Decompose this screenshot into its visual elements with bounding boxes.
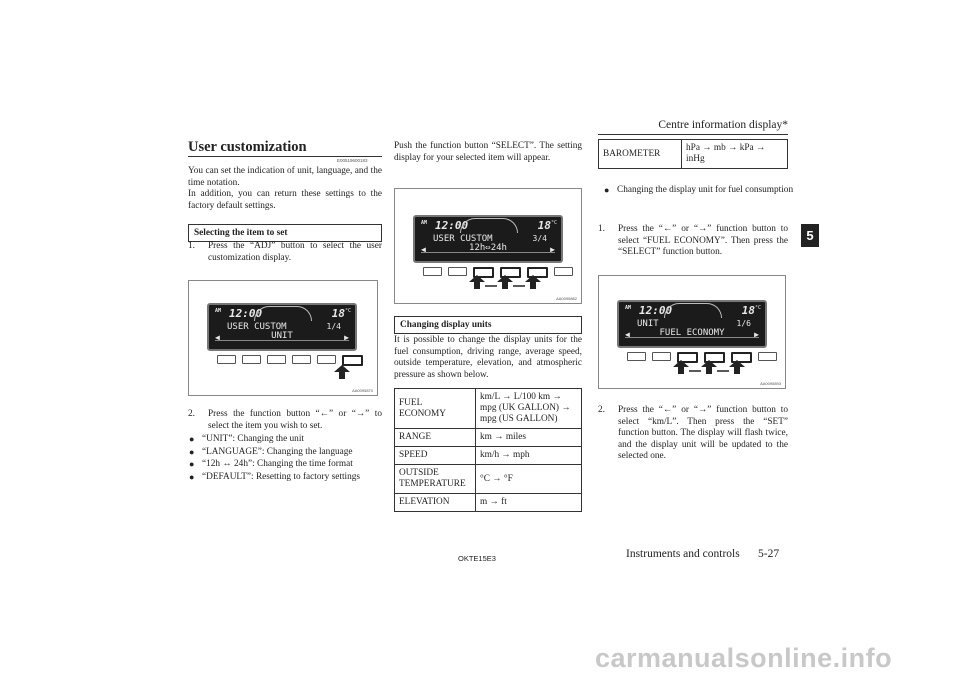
lcd-display: [413, 215, 563, 263]
table-cell-units: m → ft: [476, 494, 582, 512]
table-cell-item: ELEVATION: [395, 494, 476, 512]
table-cell-units: km/L → L/100 km → mpg (UK GALLON) → mpg (US GALLON): [476, 389, 582, 429]
list-item-text: “UNIT”: Changing the unit: [202, 434, 304, 444]
lcd-page-indicator: 3/4: [532, 234, 547, 243]
section-code: E00519600183: [337, 158, 368, 163]
function-scale: [421, 252, 555, 259]
table-cell-units: hPa → mb → kPa → inHg: [682, 140, 788, 169]
table-row: [599, 140, 788, 169]
temperature-unit: °C: [550, 220, 557, 226]
running-header: Centre information display*: [658, 119, 788, 131]
box-heading-display-units: Changing display units: [394, 316, 582, 334]
chapter-tab: 5: [801, 224, 819, 247]
select-instruction: Push the function button “SELECT”. The setting display for your selected item will appear.: [394, 141, 582, 163]
footer-section: Instruments and controls: [626, 548, 740, 560]
lcd-display: [617, 300, 767, 348]
table-cell-item: RANGE: [395, 429, 476, 447]
lcd-menu-title: UNIT: [637, 319, 659, 329]
function-button[interactable]: [448, 267, 467, 276]
table-cell-item: FUEL ECONOMY: [395, 389, 476, 429]
right-triangle-icon: ▶: [754, 330, 759, 339]
step-number: 2.: [598, 405, 605, 415]
list-item: [170, 459, 382, 471]
right-step-2: [598, 405, 788, 463]
lcd-display: [207, 303, 357, 351]
box-heading-select-item: Selecting the item to set: [188, 224, 382, 242]
function-button[interactable]: [292, 355, 311, 364]
table-row: [395, 494, 582, 512]
lcd-page-indicator: 1/6: [736, 319, 751, 328]
function-button[interactable]: [317, 355, 336, 364]
right-step-1: [598, 224, 788, 259]
figure-user-custom-unit: [188, 280, 378, 396]
table-cell-item: SPEED: [395, 447, 476, 465]
units-table: [394, 388, 582, 512]
table-row: [395, 389, 582, 429]
function-scale: [625, 337, 759, 344]
temperature-readout: 18: [537, 219, 551, 232]
am-indicator: AM: [421, 220, 428, 226]
temperature-readout: 18: [741, 304, 755, 317]
table-row: [395, 447, 582, 465]
bullet-icon: ●: [189, 434, 195, 444]
gauge-arc-icon: [664, 303, 722, 318]
function-button[interactable]: [652, 352, 671, 361]
bullet-icon: ●: [189, 446, 195, 457]
bullet-icon: ●: [189, 471, 195, 482]
step-number: 1.: [598, 224, 605, 234]
figure-user-custom-12h24h: [394, 188, 582, 304]
table-cell-item: BAROMETER: [599, 140, 682, 169]
intro-paragraph-2: In addition, you can return these settings to the factory default settings.: [188, 189, 382, 211]
gauge-arc-icon: [460, 218, 518, 233]
lcd-menu-item: UNIT: [271, 331, 293, 341]
table-cell-units: km → miles: [476, 429, 582, 447]
barometer-table: [598, 139, 788, 169]
up-arrows-icon: [469, 275, 541, 289]
list-item-text: Changing the display unit for fuel consumption: [617, 185, 794, 195]
temperature-unit: °C: [344, 308, 351, 314]
left-triangle-icon: ◀: [215, 333, 220, 342]
step-number: 1.: [188, 241, 195, 251]
right-triangle-icon: ▶: [344, 333, 349, 342]
list-item-text: “LANGUAGE”: Changing the language: [202, 446, 353, 457]
up-arrows-icon: [673, 360, 745, 374]
page-number: 5-27: [758, 548, 780, 560]
section-rule: [188, 156, 382, 157]
function-button[interactable]: [627, 352, 646, 361]
am-indicator: AM: [215, 308, 222, 314]
table-cell-units: km/h → mph: [476, 447, 582, 465]
doc-code: OKTE15E3: [458, 554, 496, 563]
function-scale: [215, 340, 349, 347]
table-row: [395, 429, 582, 447]
function-button[interactable]: [242, 355, 261, 364]
intro-text: [188, 166, 382, 212]
lcd-menu-item: 12h⇔24h: [469, 243, 507, 253]
step-text: Press the “ADJ” button to select the user customization display.: [208, 241, 382, 263]
item-bullet-list: [170, 434, 382, 484]
am-indicator: AM: [625, 305, 632, 311]
right-triangle-icon: ▶: [550, 245, 555, 254]
step-number: 2.: [188, 409, 195, 419]
list-item: [170, 472, 382, 484]
function-button[interactable]: [217, 355, 236, 364]
step-text: Press the function button “←” or “→” to select the item you wish to set.: [208, 409, 382, 431]
up-arrow-icon: [334, 365, 350, 379]
header-rule: [598, 134, 788, 135]
function-button[interactable]: [554, 267, 573, 276]
lcd-menu-item: FUEL ECONOMY: [659, 328, 725, 338]
left-triangle-icon: ◀: [625, 330, 630, 339]
lcd-menu-title: USER CUSTOM: [433, 234, 493, 244]
step-1: [188, 241, 382, 264]
fuel-unit-bullet: [585, 185, 820, 197]
table-cell-units: °C → °F: [476, 465, 582, 494]
bullet-icon: ●: [604, 185, 610, 195]
figure-code: AA0095870: [352, 388, 373, 393]
bullet-icon: ●: [189, 459, 195, 470]
function-button[interactable]: [267, 355, 286, 364]
table-cell-item: OUTSIDE TEMPERATURE: [395, 465, 476, 494]
step-text: Press the “←” or “→” function button to select “km/L”. Then press the “SET” function button. The display will flash twice, and the display unit will be updated to the selected one.: [618, 405, 788, 462]
lcd-menu-title: USER CUSTOM: [227, 322, 287, 332]
lcd-page-indicator: 1/4: [326, 322, 341, 331]
clock-readout: 12:00: [639, 304, 673, 317]
section-title: User customization: [188, 139, 307, 155]
intro-paragraph-1: You can set the indication of unit, language, and the time notation.: [188, 166, 382, 188]
figure-code: AA0095893: [760, 381, 781, 386]
step-2: [188, 409, 382, 432]
step-text: Press the “←” or “→” function button to select “FUEL ECONOMY”. Then press the “SELECT” function button.: [618, 224, 788, 258]
list-item-text: “DEFAULT”: Resetting to factory settings: [202, 471, 361, 482]
list-item-text: “12h ↔ 24h”: Changing the time format: [202, 459, 353, 470]
function-button[interactable]: [423, 267, 442, 276]
gauge-arc-icon: [254, 306, 312, 321]
table-row: [395, 465, 582, 494]
figure-unit-fuel-economy: [598, 275, 786, 389]
display-units-intro: It is possible to change the display units for the fuel consumption, driving range, average speed, outside temperature, elevation, and atmospheric pressure as shown below.: [394, 335, 582, 380]
clock-readout: 12:00: [229, 307, 263, 320]
function-button[interactable]: [758, 352, 777, 361]
temperature-unit: °C: [754, 305, 761, 311]
clock-readout: 12:00: [435, 219, 469, 232]
temperature-readout: 18: [331, 307, 345, 320]
list-item: [170, 447, 382, 459]
left-triangle-icon: ◀: [421, 245, 426, 254]
watermark: carmanualsonline.info: [595, 643, 893, 673]
figure-code: AA0095882: [556, 296, 577, 301]
list-item: [170, 434, 382, 446]
